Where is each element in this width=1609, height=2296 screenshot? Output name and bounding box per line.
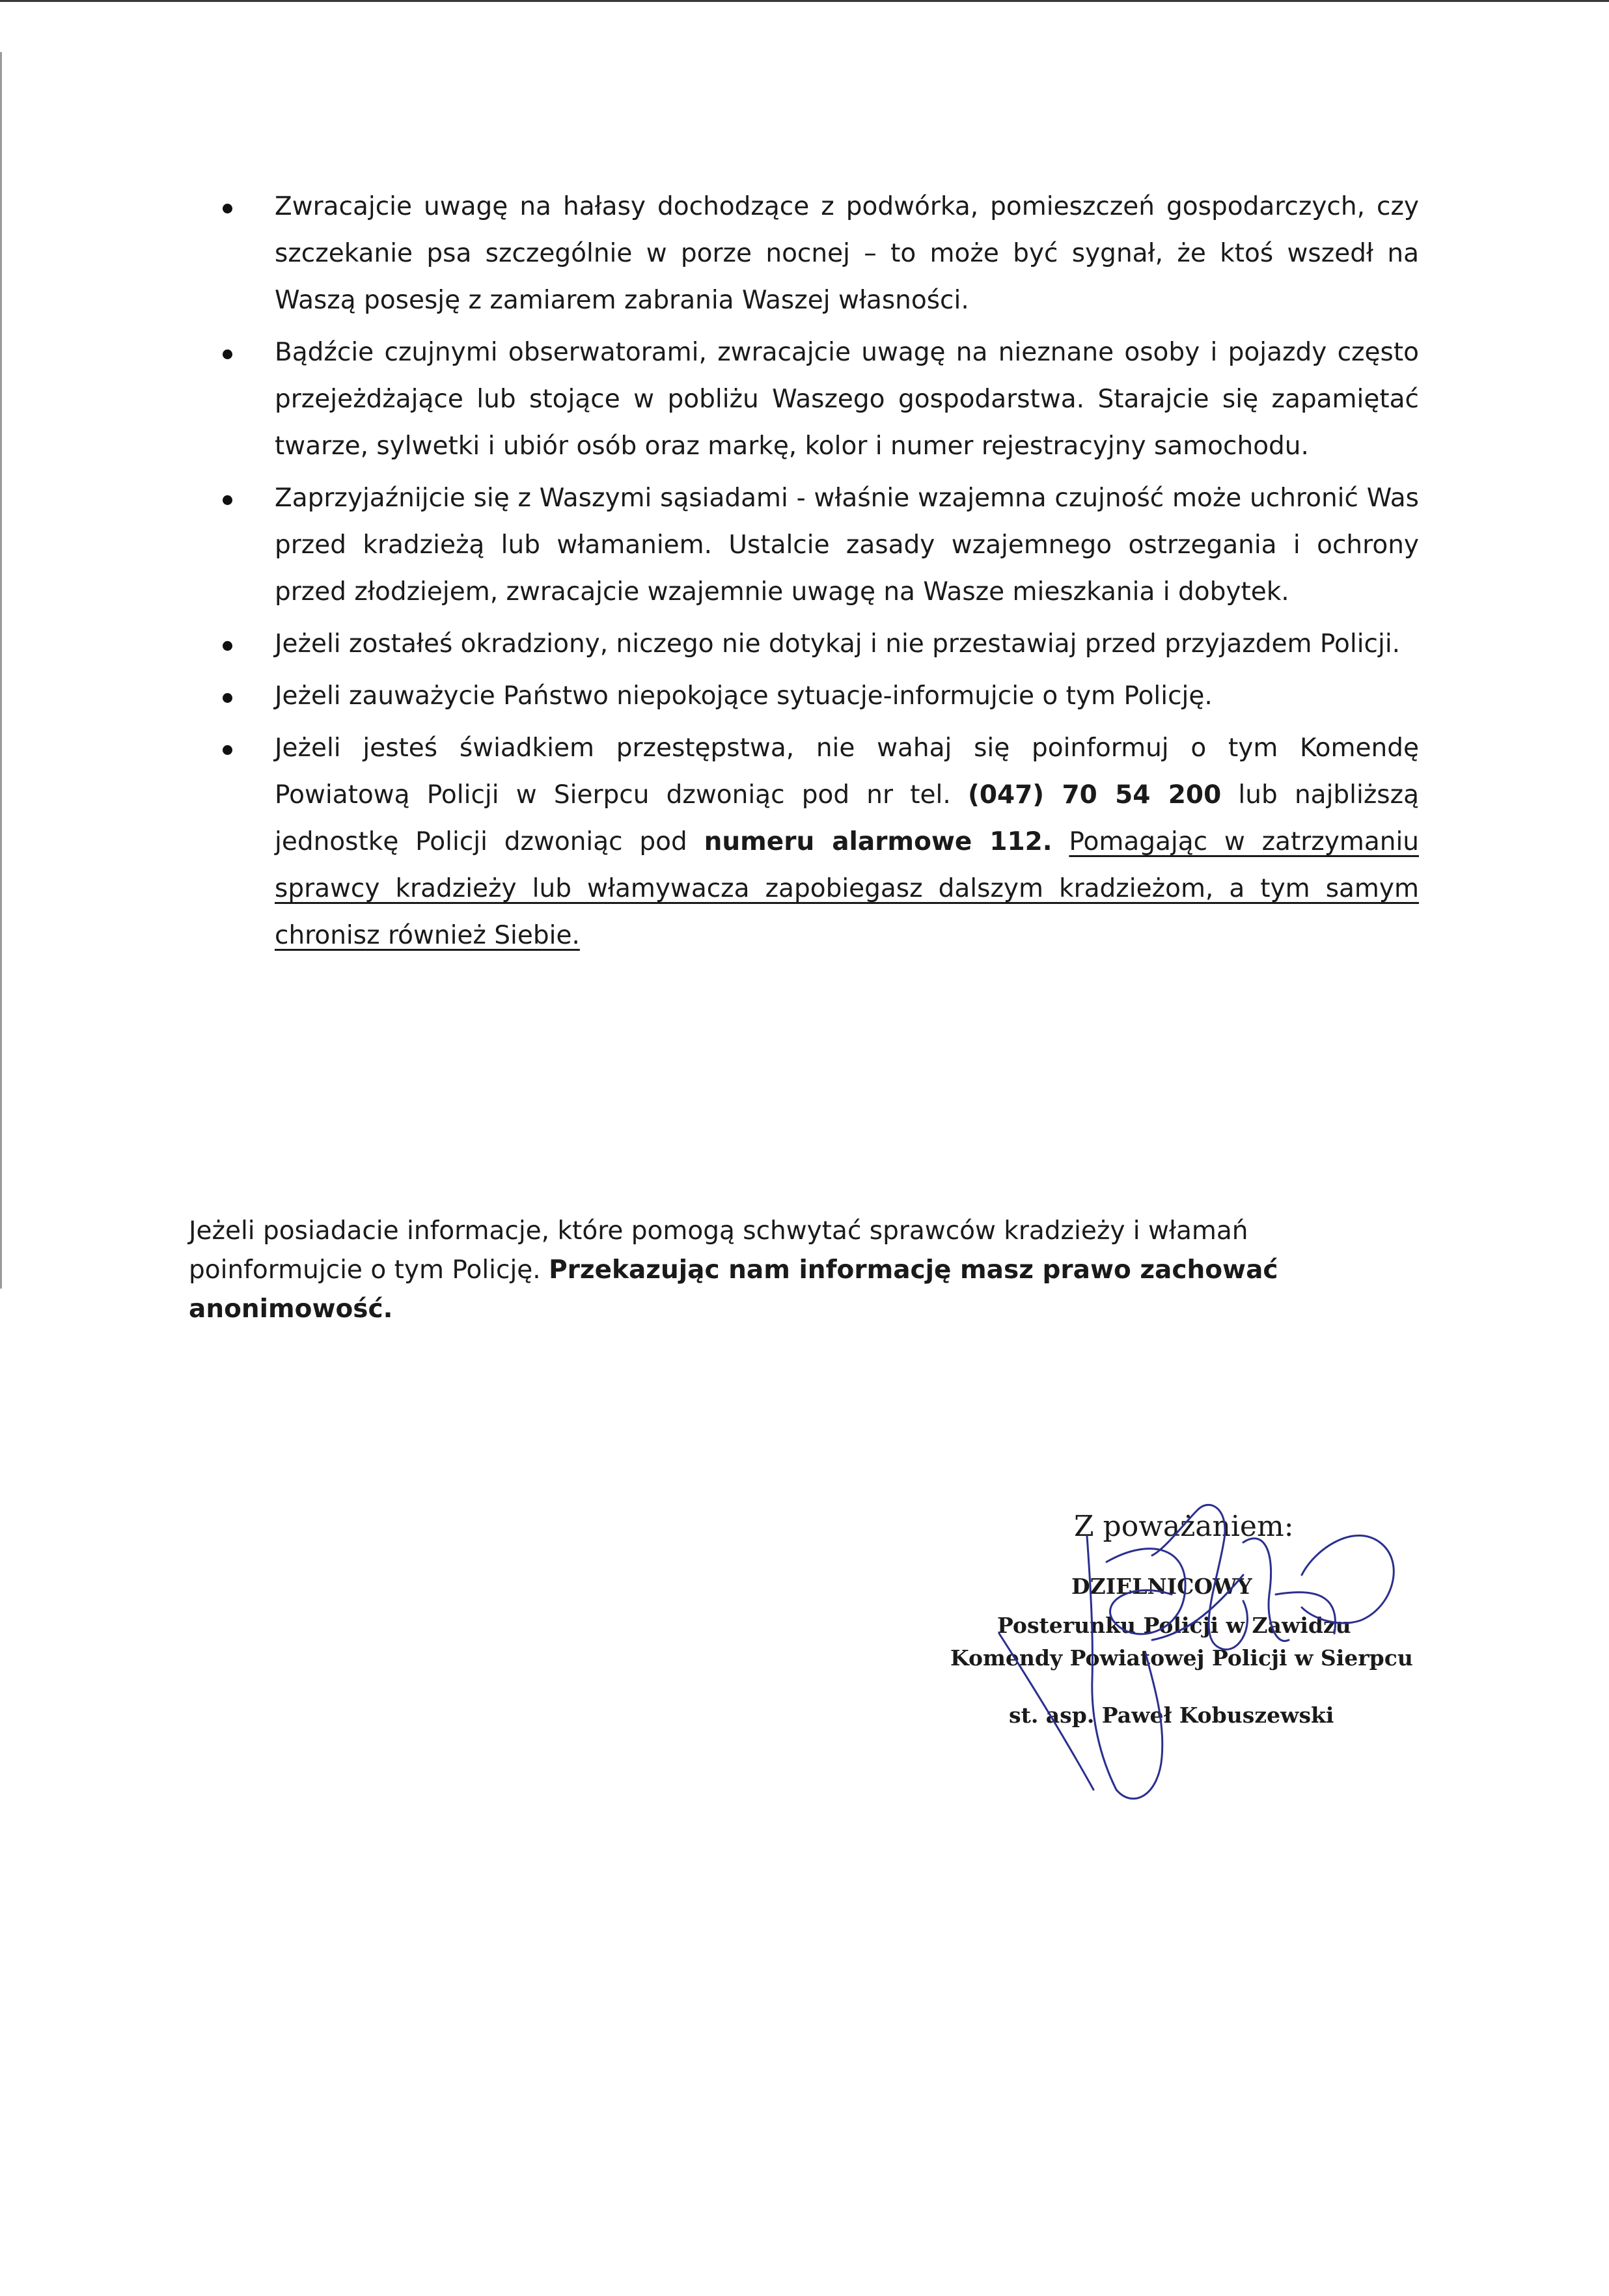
underlined-appeal: Pomagając w zatrzymaniu sprawcy kradzieży lub włamywacza zapobiegasz dalszym kradzieżom, a tym samym chronisz również Siebie. bbox=[275, 827, 1419, 950]
unit-line-1: Posterunku Policji w Zawidzu bbox=[997, 1613, 1351, 1638]
contact-text-cont: lub najbliższą jednostkę Policji dzwoniąc pod bbox=[275, 780, 1419, 856]
list-item: Jeżeli zostałeś okradziony, niczego nie dotykaj i nie przestawiaj przed przyjazdem Policji. bbox=[223, 621, 1419, 668]
bullet-icon bbox=[223, 204, 232, 213]
advice-list bbox=[223, 184, 1419, 959]
anonymity-note: Przekazując nam informację masz prawo zachować anonimowość. bbox=[189, 1255, 1278, 1324]
list-item: Jeżeli zauważycie Państwo niepokojące sytuacje-informujcie o tym Policję. bbox=[223, 673, 1419, 720]
closing-salutation: Z poważaniem: bbox=[1074, 1510, 1294, 1543]
list-item: Bądźcie czujnymi obserwatorami, zwracajcie uwagę na nieznane osoby i pojazdy często przejeżdżające lub stojące w pobliżu Waszego gospodarstwa. Starajcie się zapamiętać twarze, sylwetki i ubiór osób oraz markę, kolor i numer rejestracyjny samochodu. bbox=[223, 329, 1419, 470]
alarm-number: numeru alarmowe 112. bbox=[704, 827, 1052, 856]
handwritten-signature bbox=[937, 1484, 1471, 1822]
list-item: Zwracajcie uwagę na hałasy dochodzące z podwórka, pomieszczeń gospodarczych, czy szczekanie psa szczególnie w porze nocnej – to może być sygnał, że ktoś wszedł na Waszą posesję z zamiarem zabrania Waszej własności. bbox=[223, 184, 1419, 324]
bullet-icon bbox=[223, 693, 232, 703]
unit-line-2: Komendy Powiatowej Policji w Sierpcu bbox=[950, 1645, 1413, 1671]
list-item: Zaprzyjaźnijcie się z Waszymi sąsiadami - właśnie wzajemna czujność może uchronić Was przed kradzieżą lub włamaniem. Ustalcie zasady wzajemnego ostrzegania i ochrony przed złodziejem, zwracajcie wzajemnie uwagę na Wasze mieszkania i dobytek. bbox=[223, 475, 1419, 616]
closing-paragraph-text: Jeżeli posiadacie informacje, które pomogą schwytać sprawców kradzieży i włamań poinformujcie o tym Policję. bbox=[189, 1216, 1248, 1285]
left-scan-edge bbox=[0, 52, 2, 1289]
top-border-line bbox=[0, 0, 1609, 2]
bullet-icon bbox=[223, 349, 232, 359]
officer-name: st. asp. Paweł Kobuszewski bbox=[1009, 1702, 1334, 1728]
bullet-icon bbox=[223, 641, 232, 651]
bullet-icon bbox=[223, 495, 232, 505]
contact-text: Jeżeli jesteś świadkiem przestępstwa, nie wahaj się poinformuj o tym Komendę Powiatową Policji w Sierpcu dzwoniąc pod nr tel. bbox=[275, 733, 1419, 810]
list-item bbox=[223, 725, 1419, 959]
bullet-icon bbox=[223, 745, 232, 755]
closing-paragraph bbox=[189, 1212, 1334, 1329]
phone-number: (047) 70 54 200 bbox=[968, 780, 1222, 810]
officer-role: DZIELNICOWY bbox=[1071, 1574, 1252, 1599]
